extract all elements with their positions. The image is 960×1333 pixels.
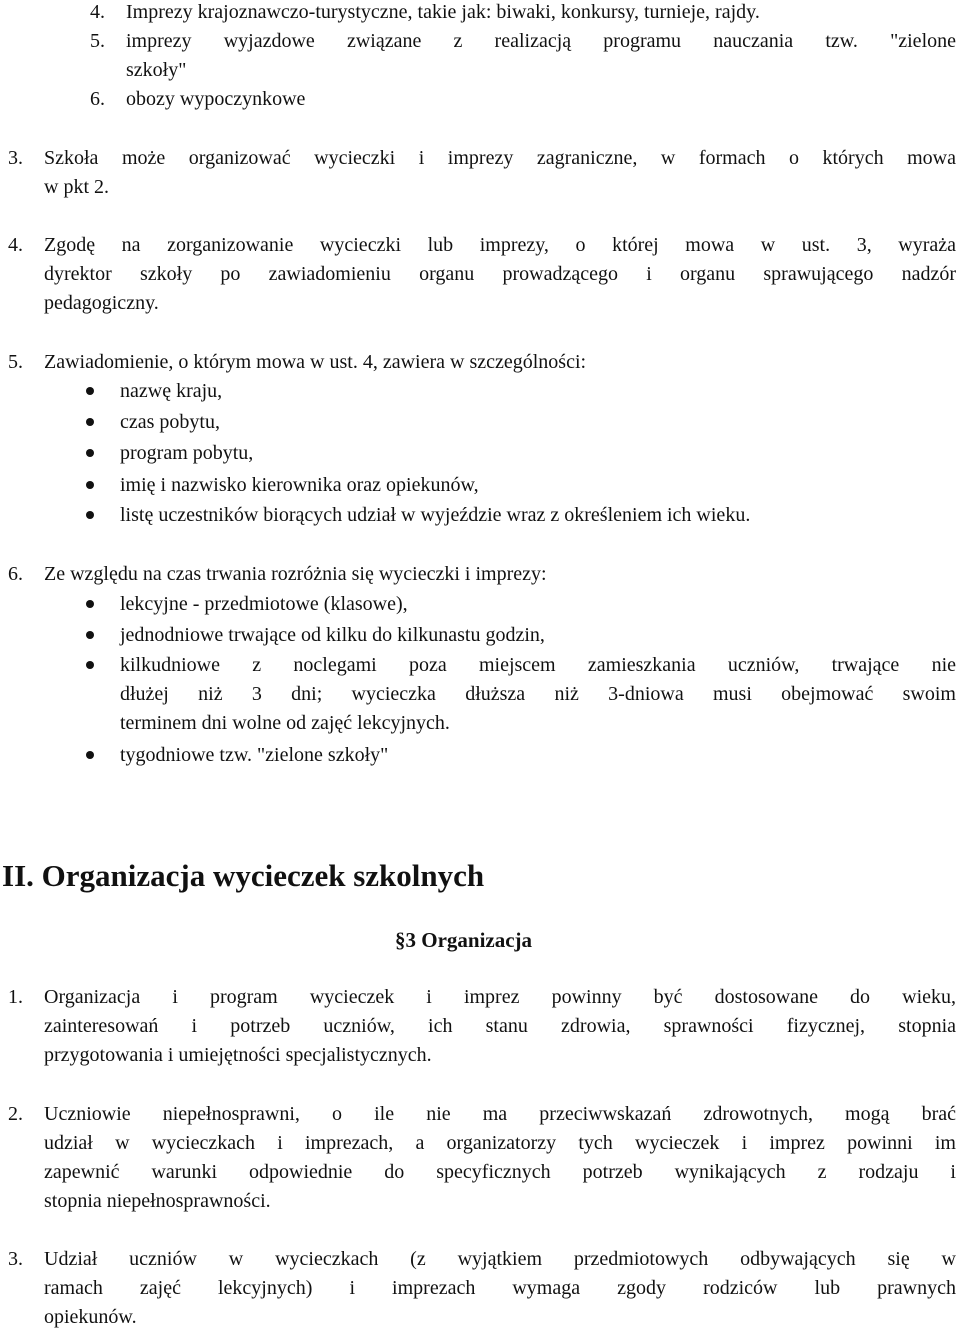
- bullet-item: kilkudniowe z noclegami poza miejscem zamieszkania uczniów, trwające nie: [120, 654, 956, 676]
- bullet-item: dłużej niż 3 dni; wycieczka dłuższa niż 3-dniowa musi obejmować swoim: [120, 683, 956, 705]
- paragraph-text: dyrektor szkoły po zawiadomieniu organu prowadzącego i organu sprawującego nadzór: [44, 263, 956, 285]
- bullet-icon: [86, 481, 94, 489]
- paragraph-text: ramach zajęć lekcyjnych) i imprezach wymaga zgody rodziców lub prawnych: [44, 1277, 956, 1299]
- bullet-icon: [86, 418, 94, 426]
- bullet-icon: [86, 631, 94, 639]
- bullet-icon: [86, 751, 94, 759]
- paragraph-text: Organizacja i program wycieczek i imprez powinny być dostosowane do wieku,: [44, 986, 956, 1008]
- bullet-icon: [86, 661, 94, 669]
- paragraph-text: udział w wycieczkach i imprezach, a organizatorzy tych wycieczek i imprez powinni im: [44, 1132, 956, 1154]
- paragraph-text: Zawiadomienie, o którym mowa w ust. 4, zawiera w szczególności:: [44, 351, 587, 373]
- list-item-text: obozy wypoczynkowe: [126, 88, 306, 110]
- bullet-icon: [86, 600, 94, 608]
- bullet-item: listę uczestników biorących udział w wyjeździe wraz z określeniem ich wieku.: [120, 504, 751, 526]
- paragraph-text: Zgodę na zorganizowanie wycieczki lub imprezy, o której mowa w ust. 3, wyraża: [44, 234, 956, 256]
- bullet-item: terminem dni wolne od zajęć lekcyjnych.: [120, 712, 450, 734]
- paragraph-number: 3.: [8, 1248, 23, 1270]
- bullet-item: czas pobytu,: [120, 411, 220, 433]
- paragraph-number: 5.: [8, 351, 23, 373]
- bullet-item: jednodniowe trwające od kilku do kilkunastu godzin,: [120, 624, 545, 646]
- section-heading: II. Organizacja wycieczek szkolnych: [2, 858, 485, 893]
- paragraph-number: 2.: [8, 1103, 23, 1125]
- paragraph-number: 1.: [8, 986, 23, 1008]
- paragraph-number: 4.: [8, 234, 23, 256]
- bullet-icon: [86, 387, 94, 395]
- bullet-item: imię i nazwisko kierownika oraz opiekunów,: [120, 474, 479, 496]
- list-number: 5.: [90, 30, 105, 52]
- paragraph-text: stopnia niepełnosprawności.: [44, 1190, 271, 1212]
- paragraph-text: Udział uczniów w wycieczkach (z wyjątkiem przedmiotowych odbywających się w: [44, 1248, 956, 1270]
- bullet-icon: [86, 511, 94, 519]
- bullet-item: program pobytu,: [120, 442, 254, 464]
- bullet-item: nazwę kraju,: [120, 380, 223, 402]
- paragraph-number: 6.: [8, 563, 23, 585]
- list-item-text: szkoły": [126, 59, 187, 81]
- paragraph-text: Szkoła może organizować wycieczki i imprezy zagraniczne, w formach o których mowa: [44, 147, 956, 169]
- list-item-text: Imprezy krajoznawczo-turystyczne, takie jak: biwaki, konkursy, turnieje, rajdy.: [126, 1, 760, 23]
- bullet-item: lekcyjne - przedmiotowe (klasowe),: [120, 593, 408, 615]
- subsection-heading: §3 Organizacja: [395, 928, 533, 952]
- paragraph-text: w pkt 2.: [44, 176, 109, 198]
- paragraph-text: przygotowania i umiejętności specjalistycznych.: [44, 1044, 432, 1066]
- paragraph-text: zapewnić warunki odpowiednie do specyficznych potrzeb wynikających z rodzaju i: [44, 1161, 956, 1183]
- list-item-text: imprezy wyjazdowe związane z realizacją programu nauczania tzw. "zielone: [126, 30, 956, 52]
- paragraph-text: pedagogiczny.: [44, 292, 159, 314]
- paragraph-text: zainteresowań i potrzeb uczniów, ich stanu zdrowia, sprawności fizycznej, stopnia: [44, 1015, 956, 1037]
- list-number: 4.: [90, 1, 105, 23]
- bullet-item: tygodniowe tzw. "zielone szkoły": [120, 744, 389, 766]
- bullet-icon: [86, 449, 94, 457]
- paragraph-text: Ze względu na czas trwania rozróżnia się wycieczki i imprezy:: [44, 563, 547, 585]
- paragraph-number: 3.: [8, 147, 23, 169]
- paragraph-text: Uczniowie niepełnosprawni, o ile nie ma przeciwwskazań zdrowotnych, mogą brać: [44, 1103, 956, 1125]
- list-number: 6.: [90, 88, 105, 110]
- paragraph-text: opiekunów.: [44, 1306, 137, 1328]
